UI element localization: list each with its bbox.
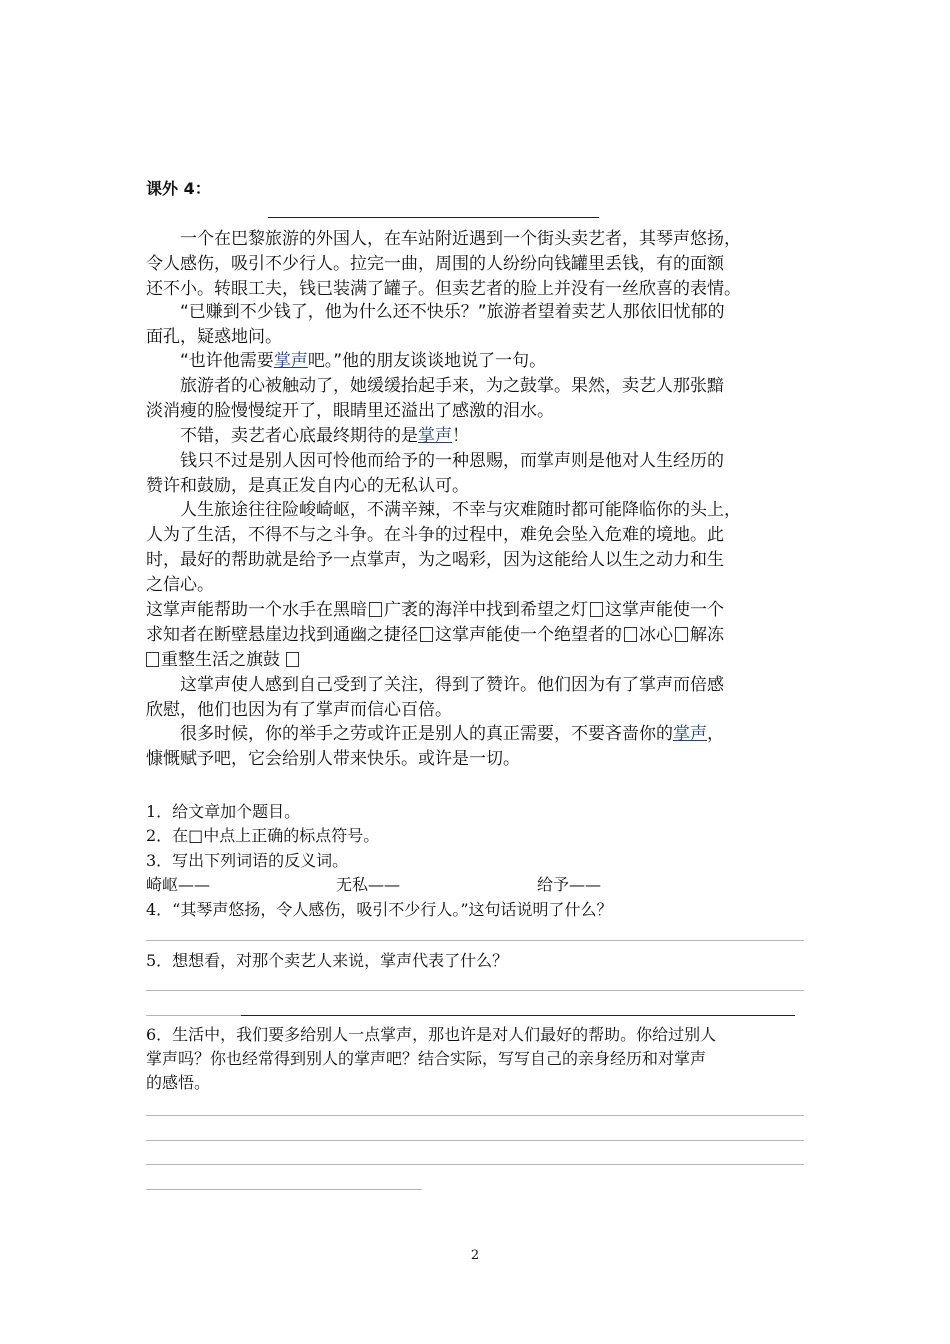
answer-line[interactable] — [146, 1189, 422, 1190]
answer-line[interactable] — [146, 990, 804, 991]
punctuation-box[interactable] — [590, 602, 603, 617]
text-segment: 这掌声能使一个绝望者的 — [435, 625, 622, 645]
title-blank-line — [268, 217, 599, 218]
antonym-word-2: 无私—— — [336, 875, 401, 894]
question-3: 3．写出下列词语的反义词。 — [146, 851, 349, 870]
text-line — [146, 648, 724, 673]
text-segment: 很多时候，你的举手之劳或许正是别人的真正需要，不要吝啬你的 — [180, 724, 673, 744]
punctuation-box[interactable] — [420, 627, 433, 642]
paragraph-5 — [180, 424, 469, 449]
answer-line[interactable] — [146, 940, 804, 941]
paragraph-10 — [146, 722, 724, 772]
text-line: 令人感伤，吸引不少行人。拉完一曲，周围的人纷纷向钱罐里丢钱，有的面额 — [146, 254, 724, 274]
punctuation-box[interactable] — [675, 627, 688, 642]
punctuation-box[interactable] — [286, 652, 299, 667]
punctuation-box[interactable] — [146, 652, 159, 667]
answer-line[interactable] — [146, 1115, 804, 1116]
text-line: 还不小。转眼工夫，钱已装满了罐子。但卖艺者的脸上并没有一丝欣喜的表情。 — [146, 279, 741, 299]
text-segment: ！ — [452, 426, 469, 446]
text-line — [146, 722, 724, 747]
punctuation-box[interactable] — [624, 627, 637, 642]
text-line: 的感悟。 — [146, 1073, 211, 1092]
text-line: 人为了生活，不得不与之斗争。在斗争的过程中，难免会坠入危难的境地。此 — [146, 525, 724, 545]
question-5: 5．想想看，对那个卖艺人来说，掌声代表了什么？ — [146, 951, 509, 970]
text-segment: 重整生活之旗鼓 — [161, 650, 280, 670]
text-line: 面孔，疑惑地问。 — [146, 327, 282, 347]
page-number: 2 — [470, 1248, 480, 1263]
keyword-link[interactable]: 掌声 — [273, 351, 308, 371]
paragraph-3 — [180, 349, 546, 374]
text-line: 欣慰，他们也因为有了掌声而信心百倍。 — [146, 700, 452, 720]
keyword-link[interactable]: 掌声 — [418, 426, 452, 446]
text-line: 淡消瘦的脸慢慢绽开了，眼睛里还溢出了感激的泪水。 — [146, 401, 554, 421]
text-line — [146, 623, 724, 648]
paragraph-2 — [146, 300, 725, 350]
text-segment: 解冻 — [690, 625, 724, 645]
paragraph-6 — [146, 449, 724, 499]
answer-line[interactable] — [146, 1140, 804, 1141]
text-line: 一个在巴黎旅游的外国人，在车站附近遇到一个街头卖艺者，其琴声悠扬， — [180, 229, 741, 249]
text-segment: 这掌声能帮助一个水手在黑暗 — [146, 600, 367, 620]
text-line: 6．生活中，我们要多给别人一点掌声，那也许是对人们最好的帮助。你给过别人 — [146, 1025, 717, 1044]
text-line: 人生旅途往往险峻崎岖，不满辛辣，不幸与灾难随时都可能降临你的头上， — [180, 500, 741, 520]
answer-line-dark[interactable] — [241, 1015, 795, 1016]
text-line: 掌声吗？你也经常得到别人的掌声吧？结合实际，写写自己的亲身经历和对掌声 — [146, 1049, 707, 1068]
punctuation-box[interactable] — [369, 602, 382, 617]
text-segment: 广袤的海洋中找到希望之灯 — [384, 600, 588, 620]
text-line: 时，最好的帮助就是给予一点掌声，为之喝彩，因为这能给人以生之动力和生 — [146, 550, 724, 570]
paragraph-9 — [146, 673, 724, 723]
answer-line[interactable] — [146, 1015, 241, 1016]
text-segment: ， — [707, 724, 724, 744]
text-segment: 求知者在断壁悬崖边找到通幽之捷径 — [146, 625, 418, 645]
question-2: 2．在□中点上正确的标点符号。 — [146, 826, 380, 845]
text-line: 这掌声使人感到自己受到了关注，得到了赞许。他们因为有了掌声而倍感 — [180, 675, 724, 695]
paragraph-1 — [146, 227, 741, 302]
text-segment: 冰心 — [639, 625, 673, 645]
section-heading: 课外 4： — [146, 179, 211, 198]
text-line — [146, 598, 724, 623]
text-segment: “也许他需要 — [180, 351, 274, 371]
text-segment: 这掌声能使一个 — [605, 600, 724, 620]
antonym-word-3: 给予—— — [537, 875, 602, 894]
paragraph-8 — [146, 598, 724, 673]
text-line: 之信心。 — [146, 575, 214, 595]
question-6 — [146, 1023, 716, 1095]
answer-line[interactable] — [146, 1164, 804, 1165]
text-line: “已赚到不少钱了，他为什么还不快乐？”旅游者望着卖艺人那依旧忧郁的 — [180, 302, 725, 322]
text-line: 慷慨赋予吧，它会给别人带来快乐。或许是一切。 — [146, 749, 520, 769]
text-line: 赞许和鼓励，是真正发自内心的无私认可。 — [146, 476, 469, 496]
question-4: 4．“其琴声悠扬，令人感伤，吸引不少行人。”这句话说明了什么？ — [146, 900, 613, 919]
paragraph-4 — [146, 374, 724, 424]
antonym-word-1: 崎岖—— — [146, 875, 211, 894]
keyword-link[interactable]: 掌声 — [673, 724, 707, 744]
paragraph-7 — [146, 498, 741, 598]
question-1: 1．给文章加个题目。 — [146, 802, 301, 821]
text-line: 旅游者的心被触动了，她缓缓抬起手来，为之鼓掌。果然，卖艺人那张黯 — [180, 376, 724, 396]
text-segment: 吧。”他的朋友谈谈地说了一句。 — [307, 351, 547, 371]
text-line: 钱只不过是别人因可怜他而给予的一种恩赐，而掌声则是他对人生经历的 — [180, 451, 724, 471]
text-segment: 不错，卖艺者心底最终期待的是 — [180, 426, 418, 446]
